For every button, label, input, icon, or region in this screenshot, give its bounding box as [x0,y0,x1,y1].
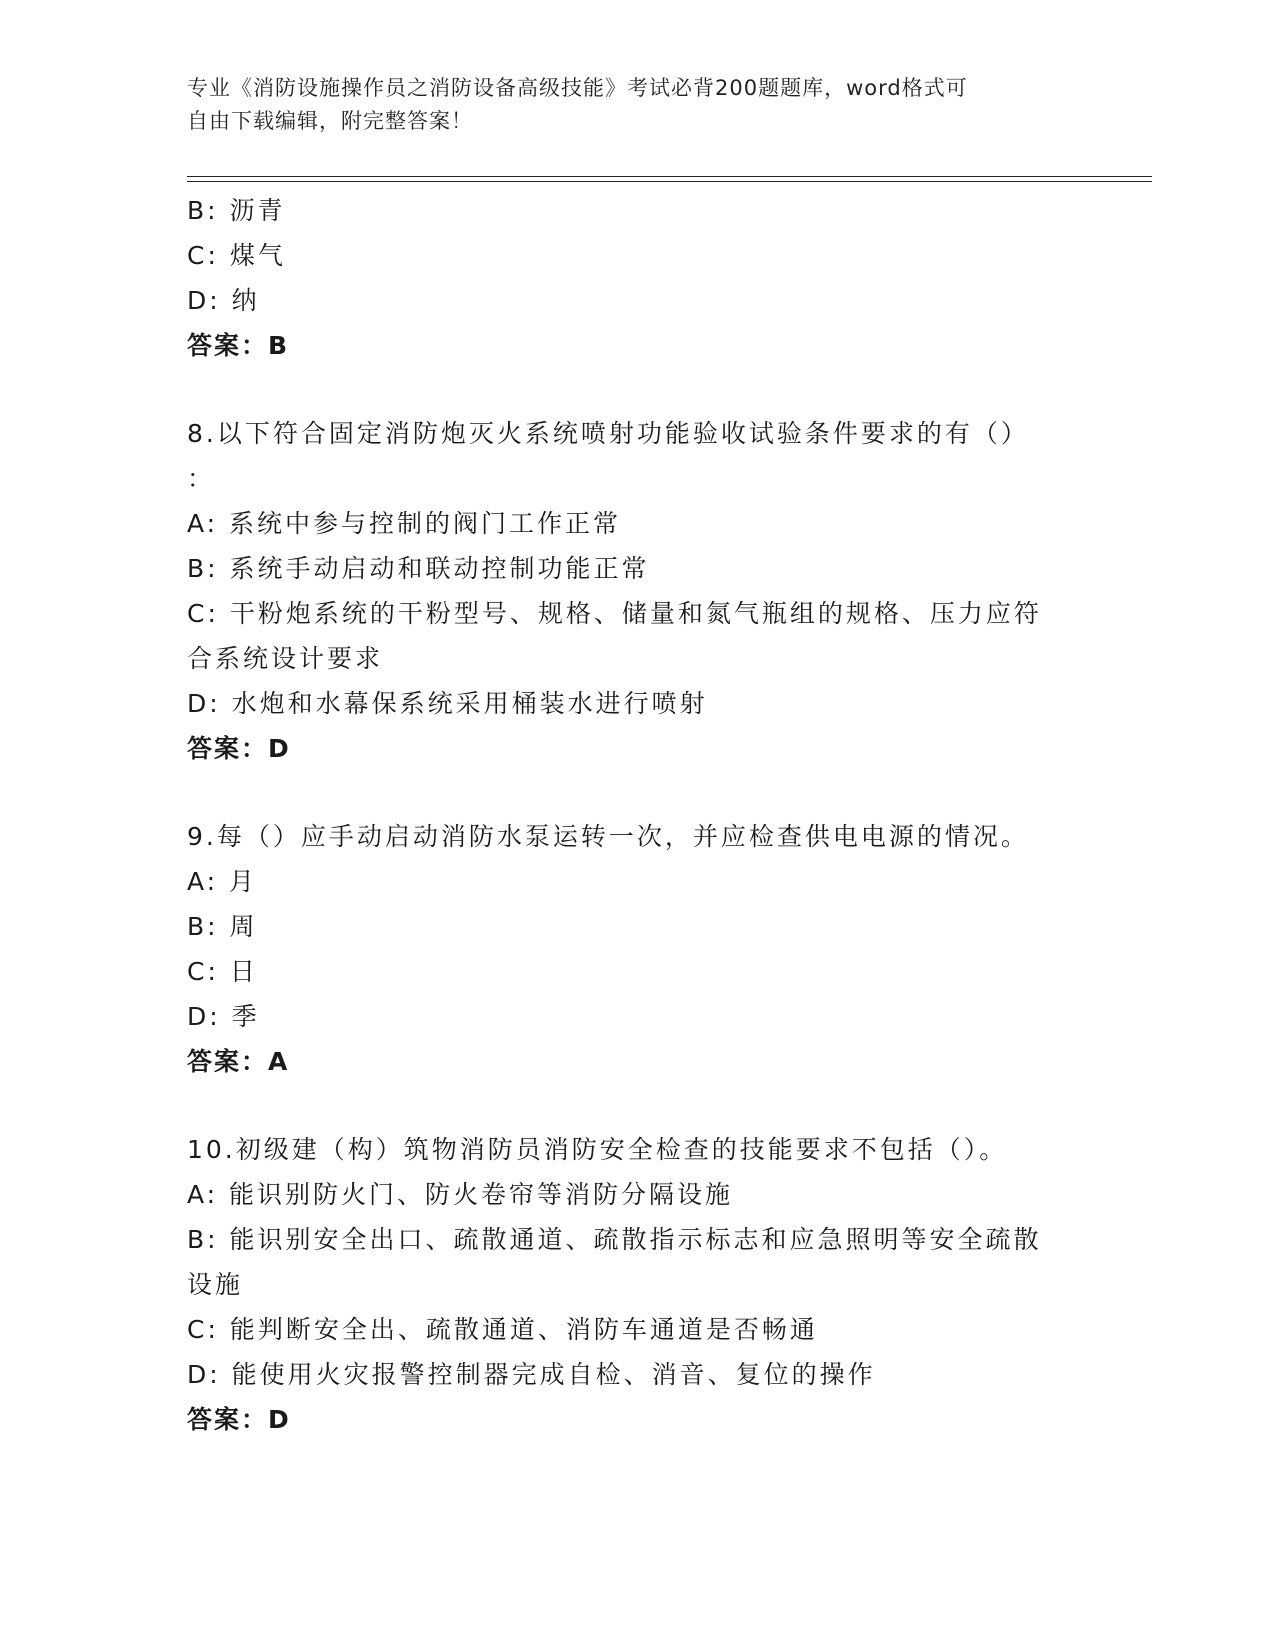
question-7-tail [187,188,1087,368]
option-d: D: 水炮和水幕保系统采用桶装水进行喷射 [187,689,708,718]
question-8 [187,411,1087,771]
spacer [187,1084,1087,1127]
header-rule-bottom [187,181,1152,182]
question-10 [187,1127,1087,1442]
option-a: A: 系统中参与控制的阀门工作正常 [187,509,622,538]
option-a: A: 月 [187,867,258,896]
option-c: C: 日 [187,957,258,986]
header-line-2: 自由下载编辑，附完整答案！ [187,109,473,133]
answer: 答案：D [187,1405,291,1434]
option-c: C: 干粉炮系统的干粉型号、规格、储量和氮气瓶组的规格、压力应符 [187,599,1042,628]
option-b: B: 系统手动启动和联动控制功能正常 [187,554,650,583]
spacer [187,771,1087,814]
answer: 答案：B [187,331,290,360]
option-c: C: 能判断安全出、疏散通道、消防车通道是否畅通 [187,1315,818,1344]
option-a: A: 能识别防火门、防火卷帘等消防分隔设施 [187,1180,734,1209]
header-rule-top [187,176,1152,177]
question-9 [187,814,1087,1084]
question-stem: 8.以下符合固定消防炮灭火系统喷射功能验收试验条件要求的有（） [187,419,1029,448]
answer: 答案：A [187,1047,290,1076]
option-d: D: 纳 [187,286,260,315]
option-b-continuation: 设施 [187,1270,244,1299]
answer: 答案：D [187,734,291,763]
option-c: C: 煤气 [187,241,286,270]
question-stem: 9.每（）应手动启动消防水泵运转一次，并应检查供电电源的情况。 [187,822,1029,851]
option-c-continuation: 合系统设计要求 [187,644,384,673]
question-stem-continuation: ： [187,464,216,493]
question-stem: 10.初级建（构）筑物消防员消防安全检查的技能要求不包括（）。 [187,1135,1008,1164]
option-d: D: 能使用火灾报警控制器完成自检、消音、复位的操作 [187,1360,876,1389]
document-body [187,188,1087,1442]
option-b: B: 周 [187,912,258,941]
option-b: B: 能识别安全出口、疏散通道、疏散指示标志和应急照明等安全疏散 [187,1225,1042,1254]
document-header [187,72,1067,138]
option-d: D: 季 [187,1002,260,1031]
spacer [187,368,1087,411]
header-line-1: 专业《消防设施操作员之消防设备高级技能》考试必背200题题库，word格式可 [187,76,968,100]
option-b: B: 沥青 [187,196,286,225]
